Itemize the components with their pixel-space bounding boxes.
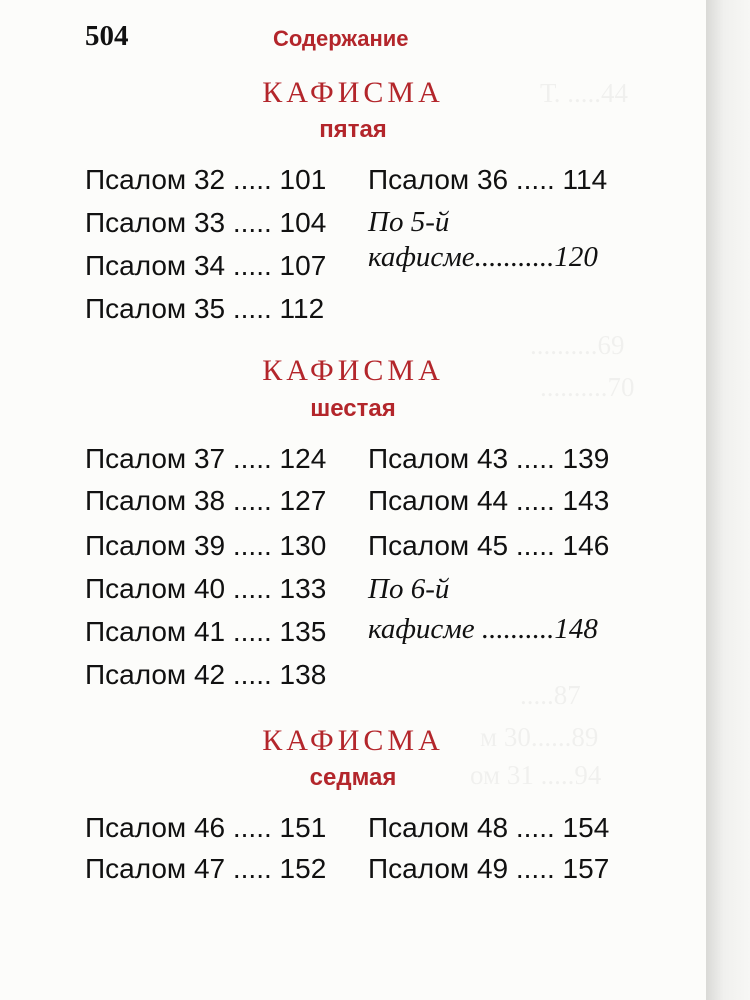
toc-entry[interactable]: Псалом 46 ..... 151 [85, 812, 327, 843]
toc-entry-after-kathisma[interactable]: По 6-й [368, 573, 450, 605]
toc-entry[interactable]: Псалом 41 ..... 135 [85, 616, 327, 647]
toc-entry[interactable]: Псалом 32 ..... 101 [85, 164, 327, 195]
kathisma-subtitle: шестая [310, 395, 396, 422]
toc-entry[interactable]: Псалом 42 ..... 138 [85, 659, 327, 690]
kathisma-title: КАФИСМА [262, 724, 444, 757]
show-through-text [520, 680, 581, 711]
toc-entry[interactable]: Псалом 39 ..... 130 [85, 530, 327, 561]
toc-entry-after-kathisma-page[interactable]: кафисме ..........148 [368, 613, 598, 645]
kathisma-subtitle: пятая [319, 116, 387, 143]
adjacent-page-edge [706, 0, 750, 1000]
toc-entry[interactable]: Псалом 34 ..... 107 [85, 250, 327, 281]
page-header [85, 18, 645, 58]
toc-entry[interactable]: Псалом 47 ..... 152 [85, 853, 327, 884]
toc-entry-after-kathisma-page[interactable]: кафисме...........120 [368, 241, 598, 273]
toc-entry[interactable]: Псалом 35 ..... 112 [85, 293, 325, 324]
running-title: Содержание [273, 26, 409, 51]
kathisma-title: КАФИСМА [262, 354, 444, 387]
toc-entry[interactable]: Псалом 49 ..... 157 [368, 853, 610, 884]
toc-entry[interactable]: Псалом 45 ..... 146 [368, 530, 610, 561]
page-number: 504 [85, 20, 129, 52]
kathisma-subtitle: седмая [309, 764, 397, 791]
toc-entry[interactable]: Псалом 43 ..... 139 [368, 443, 610, 474]
toc-entry[interactable]: Псалом 40 ..... 133 [85, 573, 327, 604]
toc-entry[interactable]: Псалом 37 ..... 124 [85, 443, 327, 474]
toc-entry[interactable]: Псалом 38 ..... 127 [85, 485, 327, 516]
toc-entry[interactable]: Псалом 48 ..... 154 [368, 812, 610, 843]
toc-entry[interactable]: Псалом 33 ..... 104 [85, 207, 327, 238]
kathisma-title: КАФИСМА [262, 76, 444, 109]
toc-entry-after-kathisma[interactable]: По 5-й [368, 206, 450, 238]
toc-entry[interactable]: Псалом 44 ..... 143 [368, 485, 610, 516]
toc-entry[interactable]: Псалом 36 ..... 114 [368, 164, 608, 195]
